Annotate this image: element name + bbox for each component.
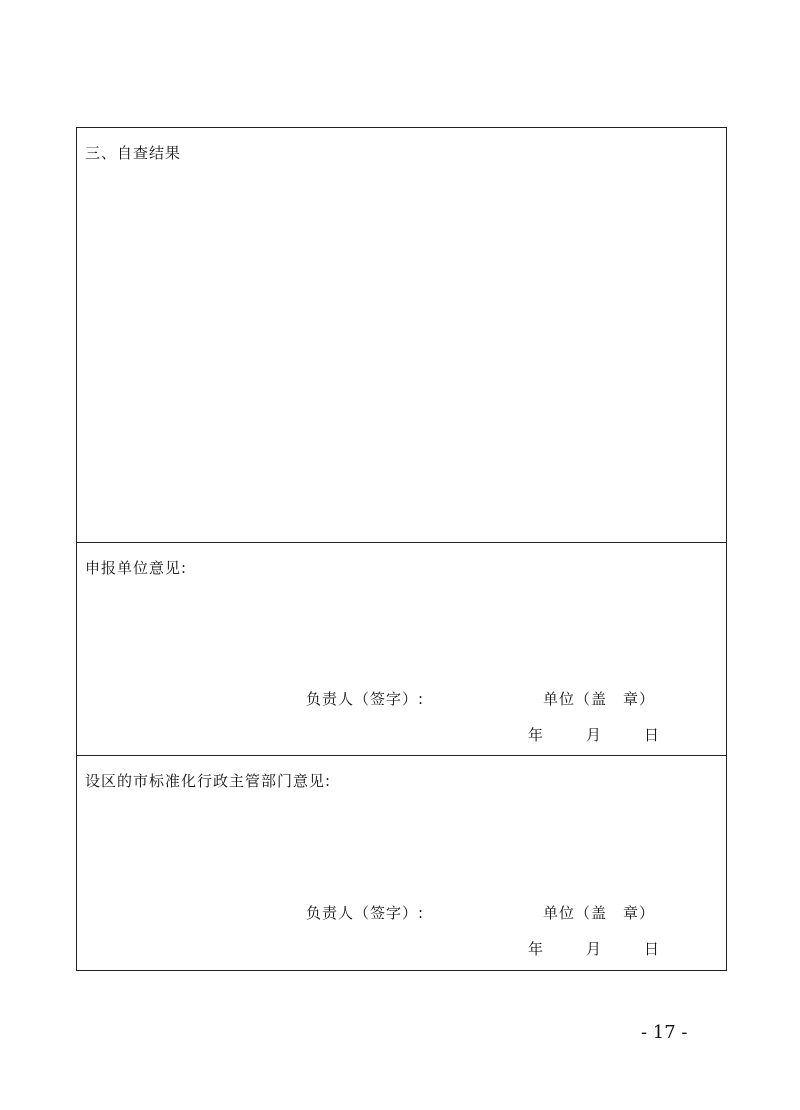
district-authority-date-day: 日 [644, 940, 660, 958]
applicant-signer-label: 负责人（签字）: [306, 690, 425, 708]
district-authority-opinion-section [77, 755, 726, 972]
self-check-result-section [77, 128, 726, 542]
applicant-date-month: 月 [586, 726, 602, 744]
district-authority-seal-label: 单位（盖 章） [543, 904, 656, 922]
applicant-date-day: 日 [644, 726, 660, 744]
applicant-seal-label: 单位（盖 章） [543, 690, 656, 708]
district-authority-opinion-title: 设区的市标准化行政主管部门意见: [85, 772, 332, 790]
applicant-date-year: 年 [528, 726, 544, 744]
district-authority-date-year: 年 [528, 940, 544, 958]
self-check-result-title: 三、自查结果 [85, 144, 182, 162]
opinion-form-table [76, 127, 727, 971]
district-authority-date-month: 月 [586, 940, 602, 958]
district-authority-signer-label: 负责人（签字）: [306, 904, 425, 922]
applicant-opinion-section [77, 542, 726, 755]
applicant-opinion-title: 申报单位意见: [85, 559, 188, 577]
page-number: - 17 - [641, 1022, 688, 1043]
